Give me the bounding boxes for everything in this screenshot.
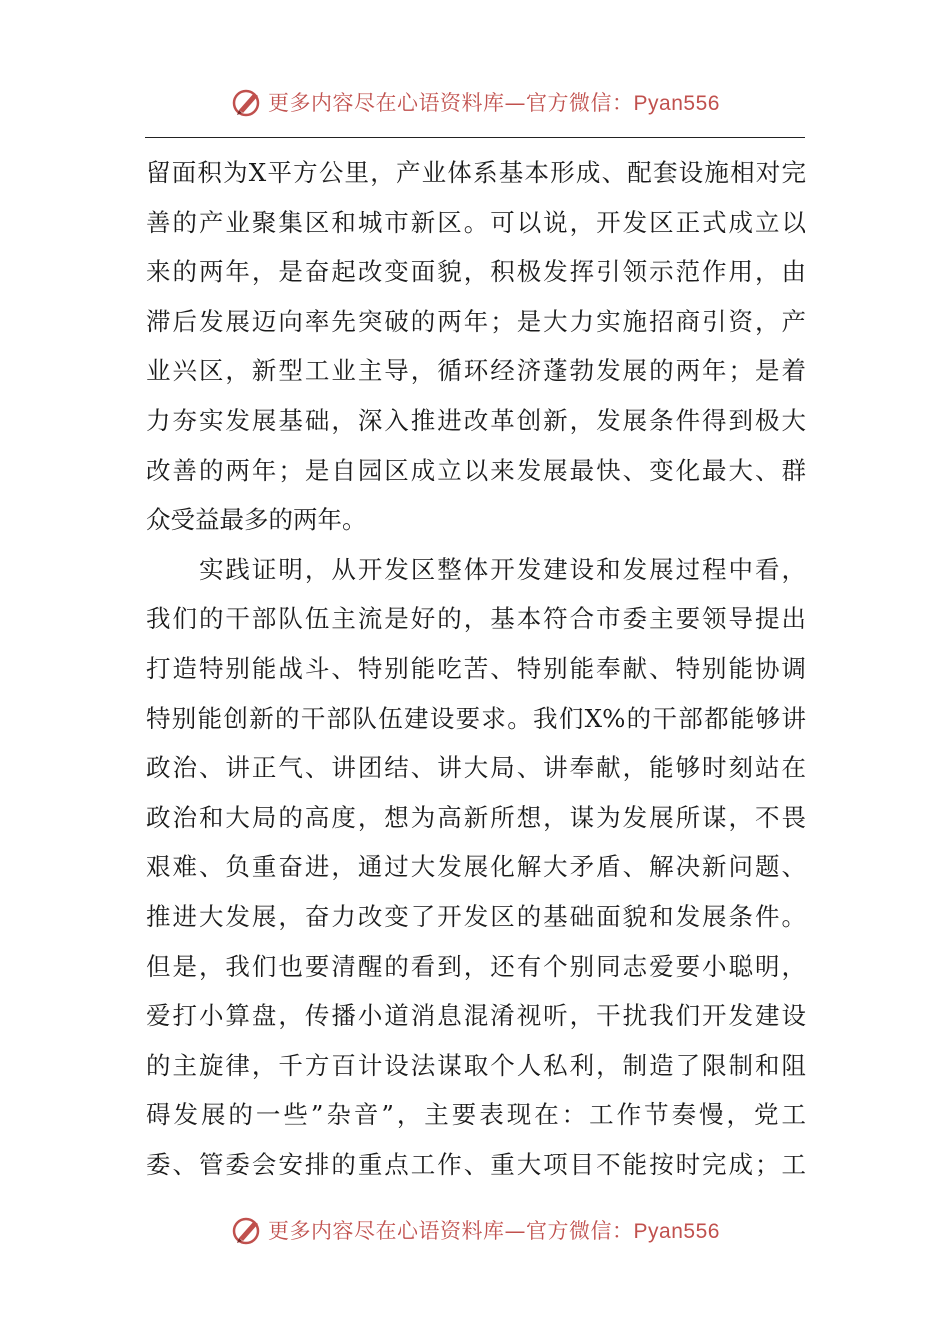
banner-separator: — bbox=[504, 1219, 527, 1243]
footer-watermark-banner bbox=[0, 1208, 950, 1252]
banner-wechat-label: 官方微信： bbox=[526, 1219, 634, 1243]
body-line: 政治、讲正气、讲团结、讲大局、讲奉献，能够时刻站在 bbox=[146, 753, 806, 783]
banner-wechat-id: Pyan556 bbox=[633, 1220, 720, 1243]
banner-wechat-id: Pyan556 bbox=[633, 92, 720, 115]
body-line: 留面积为X平方公里，产业体系基本形成、配套设施相对完 bbox=[146, 158, 806, 187]
body-line: 力夯实发展基础，深入推进改革创新，发展条件得到极大 bbox=[146, 405, 806, 435]
body-line: 我们的干部队伍主流是好的，基本符合市委主要领导提出 bbox=[146, 604, 806, 634]
body-line: 众受益最多的两年。 bbox=[146, 505, 367, 535]
body-line: 打造特别能战斗、特别能吃苦、特别能奉献、特别能协调 bbox=[146, 653, 806, 683]
banner-wechat-label: 官方微信： bbox=[526, 91, 634, 115]
pen-logo-icon bbox=[230, 1213, 264, 1247]
banner-text bbox=[268, 87, 720, 117]
body-line: 但是，我们也要清醒的看到，还有个别同志爱要小聪明， bbox=[146, 951, 806, 981]
body-line: 的主旋律，千方百计设法谋取个人私利，制造了限制和阻 bbox=[146, 1050, 806, 1080]
body-line: 实践证明，从开发区整体开发建设和发展过程中看， bbox=[146, 554, 806, 584]
banner-brand: 更多内容尽在心语资料库 bbox=[268, 91, 505, 115]
banner-brand: 更多内容尽在心语资料库 bbox=[268, 1219, 505, 1243]
body-line: 特别能创新的干部队伍建设要求。我们X%的干部都能够讲 bbox=[146, 703, 806, 733]
banner-separator: — bbox=[504, 91, 527, 115]
body-line: 委、管委会安排的重点工作、重大项目不能按时完成；工 bbox=[146, 1149, 806, 1179]
body-line: 爱打小算盘，传播小道消息混淆视听，干扰我们开发建设 bbox=[146, 1001, 806, 1031]
body-line: 善的产业聚集区和城市新区。可以说，开发区正式成立以 bbox=[146, 207, 806, 237]
body-line: 推进大发展，奋力改变了开发区的基础面貌和发展条件。 bbox=[146, 901, 806, 931]
document-body bbox=[146, 148, 806, 1189]
body-line: 业兴区，新型工业主导，循环经济蓬勃发展的两年；是着 bbox=[146, 356, 806, 386]
header-watermark-banner bbox=[0, 80, 950, 124]
pen-logo-icon bbox=[230, 85, 264, 119]
banner-text bbox=[268, 1215, 720, 1245]
body-line: 改善的两年；是自园区成立以来发展最快、变化最大、群 bbox=[146, 455, 806, 485]
body-line: 滞后发展迈向率先突破的两年；是大力实施招商引资，产 bbox=[146, 306, 806, 336]
header-rule bbox=[145, 137, 805, 138]
body-line: 政治和大局的高度，想为高新所想，谋为发展所谋，不畏 bbox=[146, 802, 806, 832]
body-line: 艰难、负重奋进，通过大发展化解大矛盾、解决新问题、 bbox=[146, 852, 806, 882]
body-line: 来的两年，是奋起改变面貌，积极发挥引领示范作用，由 bbox=[146, 257, 806, 287]
body-line: 碍发展的一些”杂音”，主要表现在：工作节奏慢，党工 bbox=[146, 1100, 806, 1130]
